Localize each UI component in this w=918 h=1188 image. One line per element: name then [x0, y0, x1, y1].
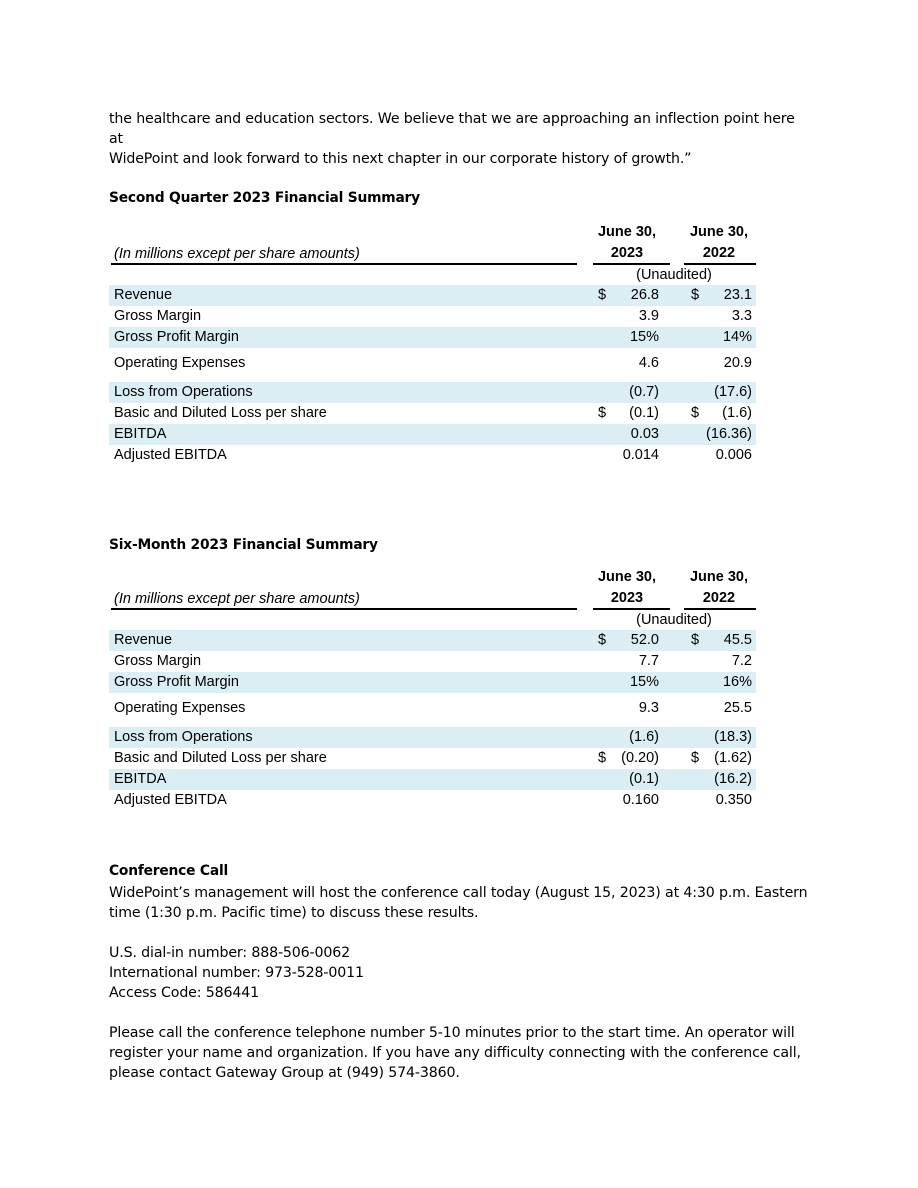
currency-2022: $ [691, 750, 700, 766]
conference-line: Please call the conference telephone number 5-10 minutes prior to the start time. An operator will [109, 1025, 795, 1041]
value-2023: 3.9 [638, 308, 659, 324]
row-label: Operating Expenses [114, 700, 246, 716]
currency-2023: $ [598, 405, 607, 421]
currency-2022: $ [691, 632, 700, 648]
table-row [109, 327, 756, 348]
table-row [109, 424, 756, 445]
currency-2023: $ [598, 287, 607, 303]
value-2022: 7.2 [731, 653, 752, 669]
conference-call-title: Conference Call [109, 863, 229, 879]
value-2022: (17.6) [714, 384, 752, 400]
conference-paragraph-1 [109, 883, 809, 923]
value-2023: (1.6) [629, 729, 659, 745]
value-2022: 20.9 [723, 355, 752, 371]
value-2023: 0.03 [630, 426, 659, 442]
value-2022: 0.006 [715, 447, 752, 463]
conference-line: WidePoint’s management will host the conference call today (August 15, 2023) at 4:30 p.m. Eastern [109, 885, 808, 901]
us-dial-in-number: U.S. dial-in number: 888-506-0062 [109, 945, 351, 961]
row-label: Adjusted EBITDA [114, 792, 227, 808]
conference-line: register your name and organization. If you have any difficulty connecting with the conference call, [109, 1045, 801, 1061]
q2-units-label: (In millions except per share amounts) [114, 246, 360, 262]
currency-2022: $ [691, 287, 700, 303]
row-label: Operating Expenses [114, 355, 246, 371]
value-2023: 0.014 [622, 447, 659, 463]
dial-in-details [109, 943, 809, 1003]
value-2023: 52.0 [630, 632, 659, 648]
currency-2023: $ [598, 632, 607, 648]
table-row [109, 651, 756, 672]
value-2022: 14% [722, 329, 752, 345]
six-month-units-label: (In millions except per share amounts) [114, 591, 360, 607]
intro-line: the healthcare and education sectors. We believe that we are approaching an inflection point here at [109, 111, 795, 147]
value-2022: (1.6) [722, 405, 752, 421]
q2-summary-title: Second Quarter 2023 Financial Summary [109, 190, 420, 206]
access-code: Access Code: 586441 [109, 985, 259, 1001]
table-row [109, 403, 756, 424]
value-2022: 16% [722, 674, 752, 690]
table-row [109, 445, 756, 466]
intro-line: WidePoint and look forward to this next chapter in our corporate history of growth.” [109, 151, 692, 167]
row-label: Loss from Operations [114, 729, 253, 745]
table-row [109, 306, 756, 327]
table-row [109, 769, 756, 790]
value-2022: 0.350 [715, 792, 752, 808]
conference-paragraph-2 [109, 1023, 809, 1083]
international-number: International number: 973-528-0011 [109, 965, 364, 981]
currency-2023: $ [598, 750, 607, 766]
six-month-summary-title: Six-Month 2023 Financial Summary [109, 537, 378, 553]
value-2023: 0.160 [622, 792, 659, 808]
row-label: Revenue [114, 632, 173, 648]
currency-2022: $ [691, 405, 700, 421]
value-2023: (0.1) [629, 405, 659, 421]
q2-summary-table [109, 222, 759, 472]
table-row [109, 727, 756, 748]
six-month-col-2022-header: June 30, 2022 [689, 569, 749, 606]
q2-header-rule [111, 263, 577, 265]
value-2023: 15% [629, 329, 659, 345]
row-label: Gross Margin [114, 308, 202, 324]
value-2023: 26.8 [630, 287, 659, 303]
row-label: Gross Profit Margin [114, 329, 239, 345]
six-month-col-2023-header: June 30, 2023 [597, 569, 657, 606]
value-2022: (16.2) [714, 771, 752, 787]
value-2022: 3.3 [731, 308, 752, 324]
q2-col-2022-header: June 30, 2022 [689, 224, 749, 261]
row-label: EBITDA [114, 426, 167, 442]
q2-col-2023-header: June 30, 2023 [597, 224, 657, 261]
q2-unaudited-label: (Unaudited) [636, 267, 712, 283]
value-2023: 15% [629, 674, 659, 690]
conference-line: time (1:30 p.m. Pacific time) to discuss these results. [109, 905, 479, 921]
row-label: Basic and Diluted Loss per share [114, 405, 327, 421]
row-label: Adjusted EBITDA [114, 447, 227, 463]
table-row [109, 698, 756, 719]
row-label: Basic and Diluted Loss per share [114, 750, 327, 766]
value-2023: 7.7 [638, 653, 659, 669]
row-label: EBITDA [114, 771, 167, 787]
six-month-header-rule [111, 608, 577, 610]
value-2022: 25.5 [723, 700, 752, 716]
row-label: Loss from Operations [114, 384, 253, 400]
value-2023: 4.6 [638, 355, 659, 371]
row-label: Gross Profit Margin [114, 674, 239, 690]
value-2023: (0.20) [621, 750, 659, 766]
value-2022: 23.1 [723, 287, 752, 303]
table-row [109, 353, 756, 374]
value-2023: (0.7) [629, 384, 659, 400]
table-row [109, 748, 756, 769]
row-label: Revenue [114, 287, 173, 303]
value-2023: 9.3 [638, 700, 659, 716]
value-2023: (0.1) [629, 771, 659, 787]
table-row [109, 672, 756, 693]
table-row [109, 790, 756, 811]
value-2022: 45.5 [723, 632, 752, 648]
table-row [109, 285, 756, 306]
value-2022: (16.36) [706, 426, 752, 442]
table-row [109, 630, 756, 651]
value-2022: (18.3) [714, 729, 752, 745]
conference-line: please contact Gateway Group at (949) 574-3860. [109, 1065, 460, 1081]
six-month-unaudited-label: (Unaudited) [636, 612, 712, 628]
row-label: Gross Margin [114, 653, 202, 669]
table-row [109, 382, 756, 403]
value-2022: (1.62) [714, 750, 752, 766]
intro-paragraph [109, 109, 809, 169]
six-month-summary-table [109, 567, 759, 817]
